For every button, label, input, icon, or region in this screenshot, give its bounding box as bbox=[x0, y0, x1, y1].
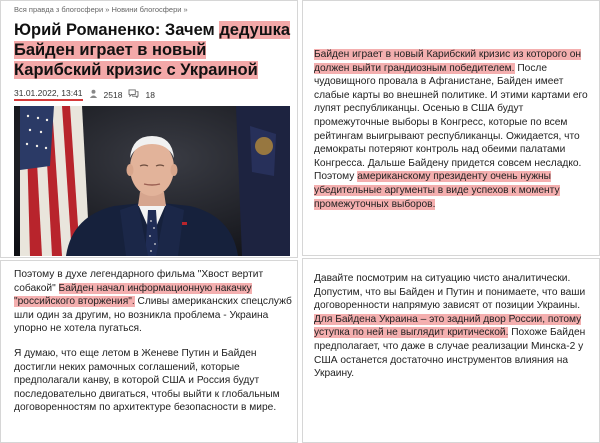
comments-count[interactable]: 18 bbox=[145, 89, 155, 100]
breadcrumb[interactable]: Вся правда з блогосфери » Новини блогосфери » bbox=[14, 5, 188, 14]
frame-top-left bbox=[0, 0, 298, 258]
frame-bottom-right bbox=[302, 258, 600, 443]
text-minsk: Похоже Байден предполагает, что даже в случае реализации Минска-2 у США останется достаточно инструментов влияния на Украину. bbox=[314, 327, 586, 380]
frame-top-right bbox=[302, 0, 600, 256]
text-afghanistan: После чудовищного провала в Афганистане, Байден имеет слабые карты во внешней политике. И этими картами его лупят республиканцы. Осенью в США будут промежуточные выборы в Конгресс, которые по всем рейтингам выигрывают республиканцы. Ожидается, что демократы потеряют контроль над обеими палатами Конгресса. Дальше Байдену придется совсем несладко. Поэтому bbox=[314, 62, 588, 183]
title-text: Юрий Романенко: Зачем bbox=[14, 21, 220, 39]
title-highlight: дедушка Байден играет в новый Карибский кризис с Украиной bbox=[14, 21, 291, 79]
paragraph-geneva: Я думаю, что еще летом в Женеве Путин и Байден достигли неких рамочных соглашений, которые предполагали канву, в которой США и Россия будут последовательно двигаться, чтобы выйти к глобальным договоренностям по архитектуре безопасности в мире. bbox=[14, 347, 280, 414]
highlight-backyard: Для Байдена Украина – это задний двор России, потому уступка по ней не выглядит критической. bbox=[314, 313, 582, 339]
text-leaks: Сливы американских спецслужб шли один за другим, но возникла проблема - Украина упорно не хотела пугаться. bbox=[14, 296, 292, 335]
views-count: 2518 bbox=[103, 89, 123, 100]
highlight-crisis: Байден играет в новый Карибский кризис из которого он должен выйти грандиозным победителем. bbox=[314, 49, 582, 74]
text-film: Поэтому в духе легендарного фильма "Хвост вертит собакой" bbox=[14, 269, 264, 294]
text-analytics: Давайте посмотрим на ситуацию чисто аналитически. Допустим, что вы Байден и Путин и понимаете, что ваши договоренности напрямую зависят от позиции Украины. bbox=[314, 273, 586, 312]
highlight-elections: американскому президенту очень нужны убедительные аргументы в виде успехов к моменту промежуточных выборов. bbox=[314, 171, 560, 210]
publish-date: 31.01.2022, 13:41 bbox=[14, 88, 83, 101]
frame-bottom-left bbox=[0, 260, 298, 443]
highlight-invasion: Байден начал информационную накачку "российского вторжения". bbox=[14, 282, 252, 308]
